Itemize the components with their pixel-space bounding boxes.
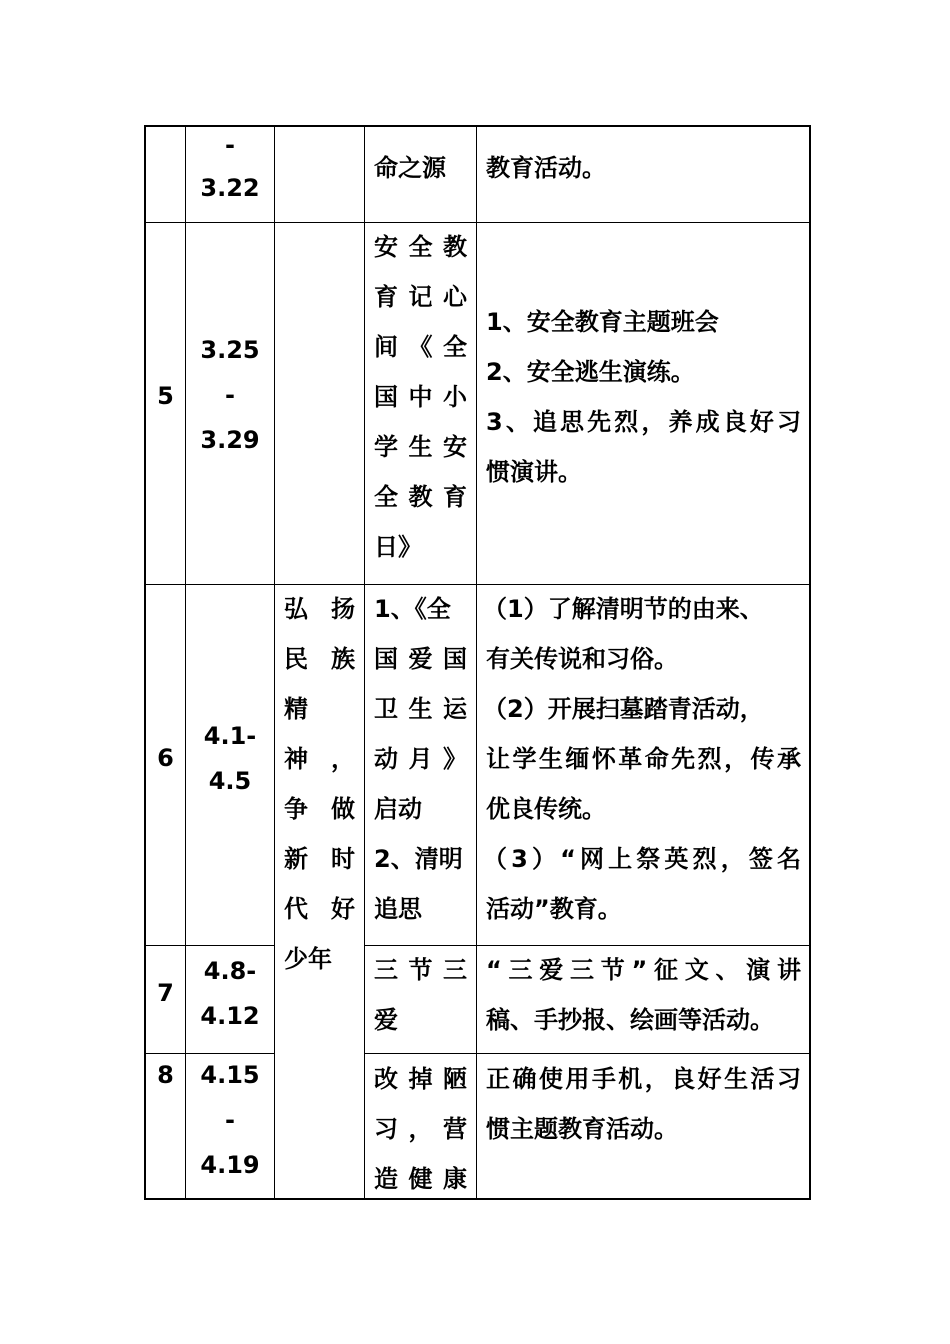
content-text: 教育活动。 — [486, 154, 606, 182]
theme-text: 神， — [284, 745, 355, 773]
theme-text: 代好 — [284, 895, 355, 923]
week-number: 5 — [157, 382, 174, 410]
activity-content: 1、安全教育主题班会 2、安全逃生演练。 3、追思先烈，养成良好习 惯演讲。 — [486, 308, 801, 486]
week-number: 8 — [157, 1061, 174, 1089]
week-number: 7 — [157, 979, 174, 1007]
theme-text: 少年 — [284, 945, 332, 973]
table-row — [365, 125, 476, 222]
date-range: 4.1- 4.5 — [203, 722, 257, 795]
theme-text: 新时 — [284, 845, 355, 873]
table-row — [186, 125, 274, 222]
theme-text: 弘扬 — [284, 595, 355, 623]
topic-text: 命之源 — [374, 154, 446, 182]
date-range: 4.8- 4.12 — [200, 957, 260, 1030]
date-range: 4.15 - 4.19 — [200, 1061, 260, 1179]
table-row — [477, 125, 809, 222]
activity-content: （1）了解清明节的由来、 有关传说和习俗。 （2）开展扫墓踏青活动， 让学生缅怀革命先烈，传承 优良传统。 （3）“网上祭英烈，签名 活动”教育。 — [483, 595, 801, 923]
schedule-table — [144, 125, 811, 1200]
theme-cell — [275, 585, 364, 1198]
date-range: 3.25 - 3.29 — [200, 336, 260, 454]
theme-text: 民族 — [284, 645, 355, 673]
topic: 安全教 育记心 间《全 国中小 学生安 全教育 日》 — [374, 233, 467, 561]
activity-content: 正确使用手机，良好生活习 惯主题教育活动。 — [486, 1065, 801, 1143]
date-range-text: 3.22 — [200, 174, 260, 202]
table-border — [809, 125, 811, 1200]
week-number: 6 — [157, 744, 174, 772]
topic: 三节三 爱 — [374, 956, 467, 1034]
topic: 改掉陋 习，营 造健康 — [374, 1065, 467, 1193]
theme-text: 精 — [284, 695, 308, 723]
topic: 1、《全 国爱国 卫生运 动月》 启动 2、清明 追思 — [374, 595, 467, 923]
date-range-text: - — [225, 131, 235, 159]
theme-text: 争做 — [284, 795, 355, 823]
activity-content: “三爱三节”征文、演讲 稿、手抄报、绘画等活动。 — [486, 956, 801, 1034]
table-border — [144, 1198, 811, 1200]
